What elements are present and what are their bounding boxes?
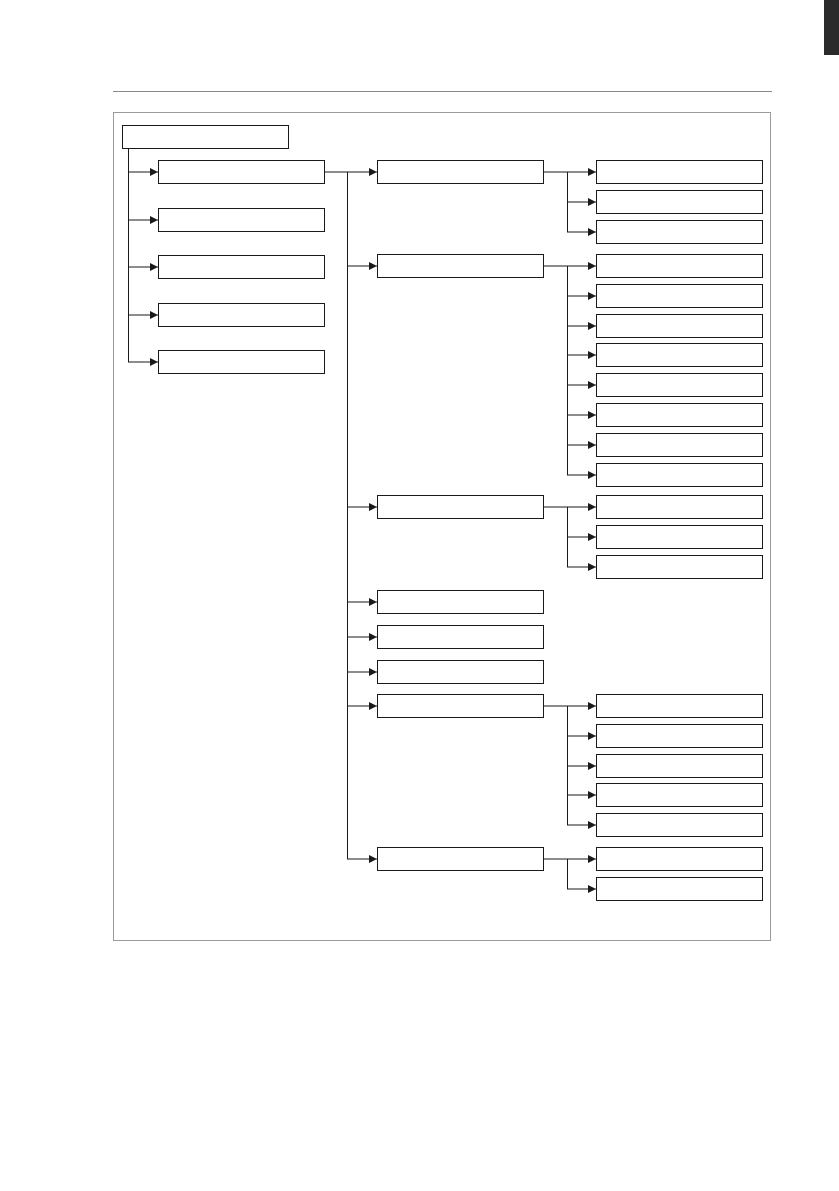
level1-node [159, 209, 325, 232]
level2-node [378, 626, 544, 649]
level3-node [597, 526, 763, 549]
level2-node [378, 161, 544, 184]
level3-node [597, 878, 763, 901]
level3-node [597, 161, 763, 184]
level3-node [597, 434, 763, 457]
level2-node [378, 255, 544, 278]
level3-node [597, 496, 763, 519]
level2-node [378, 848, 544, 871]
level3-node [597, 556, 763, 579]
level1-node [159, 256, 325, 279]
level3-node [597, 255, 763, 278]
level3-node [597, 221, 763, 244]
level1-node [159, 304, 325, 327]
level1-node [159, 351, 325, 374]
level3-node [597, 848, 763, 871]
level3-node [597, 464, 763, 487]
level3-node [597, 725, 763, 748]
tree-root [123, 126, 289, 149]
level3-node [597, 784, 763, 807]
level3-node [597, 695, 763, 718]
level2-node [378, 591, 544, 614]
level3-node [597, 344, 763, 367]
level3-node [597, 315, 763, 338]
level1-node [159, 161, 325, 184]
level2-node [378, 661, 544, 684]
level3-node [597, 374, 763, 397]
level2-node [378, 695, 544, 718]
level3-node [597, 191, 763, 214]
level3-node [597, 755, 763, 778]
level3-node [597, 404, 763, 427]
level3-node [597, 285, 763, 308]
level2-node [378, 496, 544, 519]
level3-node [597, 814, 763, 837]
